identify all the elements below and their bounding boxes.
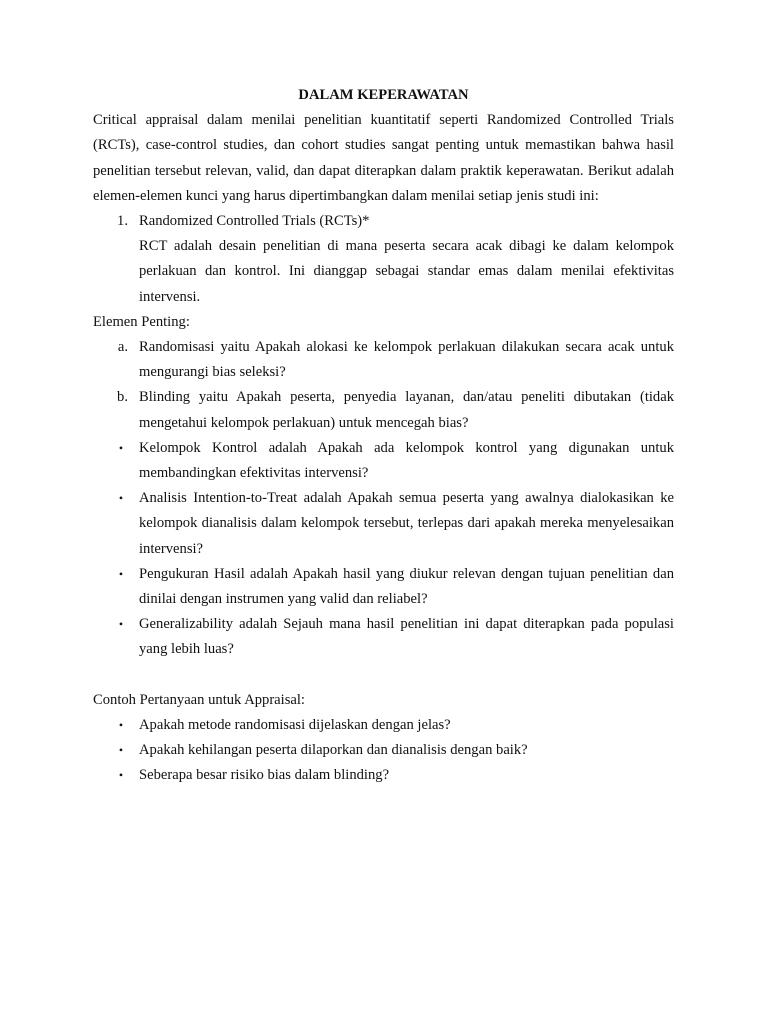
blank-line [93, 663, 674, 688]
document-title: DALAM KEPERAWATAN [298, 87, 469, 103]
questions-heading: Contoh Pertanyaan untuk Appraisal: [93, 691, 305, 708]
document-page [93, 83, 674, 789]
list-item [93, 738, 674, 763]
list-item [93, 436, 674, 486]
list-item [93, 335, 674, 385]
list-item [93, 385, 674, 435]
list-letter: a. [117, 339, 128, 356]
list-letter: b. [117, 389, 128, 406]
list-item [93, 562, 674, 612]
list-item-text: Analisis Intention-to-Treat adalah Apakah semua peserta yang awalnya dialokasikan ke kelompok dianalisis dalam kelompok tersebut, terlepas dari apakah mereka menyelesaikan intervensi? [139, 490, 674, 557]
list-item-text: Apakah kehilangan peserta dilaporkan dan dianalisis dengan baik? [139, 742, 528, 759]
numbered-item-description: RCT adalah desain penelitian di mana peserta secara acak dibagi ke dalam kelompok perlakuan dan kontrol. Ini dianggap sebagai standar emas dalam menilai efektivitas intervensi. [139, 238, 674, 305]
list-item [93, 713, 674, 738]
intro-paragraph: Critical appraisal dalam menilai penelitian kuantitatif seperti Randomized Controlled Trials (RCTs), case-control studies, dan cohort studies sangat penting untuk memastikan bahwa hasil penelitian tersebut relevan, valid, dan dapat diterapkan dalam praktik keperawatan. Berikut adalah elemen-elemen kunci yang harus dipertimbangkan dalam menilai setiap jenis studi ini: [93, 112, 674, 204]
list-number: 1. [117, 213, 128, 230]
bullet-icon: • [118, 718, 124, 733]
bullet-icon: • [118, 440, 124, 455]
list-item [93, 763, 674, 788]
numbered-item-heading: Randomized Controlled Trials (RCTs)* [139, 213, 370, 230]
list-item-text: Seberapa besar risiko bias dalam blinding? [139, 767, 390, 784]
list-item-text: Apakah metode randomisasi dijelaskan dengan jelas? [139, 717, 451, 734]
list-item [93, 612, 674, 662]
bullet-icon: • [118, 617, 124, 632]
list-item-text: Kelompok Kontrol adalah Apakah ada kelompok kontrol yang digunakan untuk membandingkan efektivitas intervensi? [139, 439, 674, 482]
list-item-text: Randomisasi yaitu Apakah alokasi ke kelompok perlakuan dilakukan secara acak untuk mengurangi bias seleksi? [139, 339, 674, 381]
elements-heading: Elemen Penting: [93, 313, 190, 330]
list-item-text: Pengukuran Hasil adalah Apakah hasil yang diukur relevan dengan tujuan penelitian dan dinilai dengan instrumen yang valid dan reliabel? [139, 565, 674, 608]
bullet-icon: • [118, 491, 124, 506]
bullet-icon: • [118, 768, 124, 783]
list-item-text: Blinding yaitu Apakah peserta, penyedia layanan, dan/atau peneliti dibutakan (tidak mengetahui kelompok perlakuan) untuk mencegah bias? [139, 389, 674, 431]
bullet-icon: • [118, 743, 124, 758]
numbered-item [93, 209, 674, 234]
list-item [93, 486, 674, 562]
list-item-text: Generalizability adalah Sejauh mana hasil penelitian ini dapat diterapkan pada populasi yang lebih luas? [139, 616, 674, 658]
bullet-icon: • [118, 566, 124, 581]
